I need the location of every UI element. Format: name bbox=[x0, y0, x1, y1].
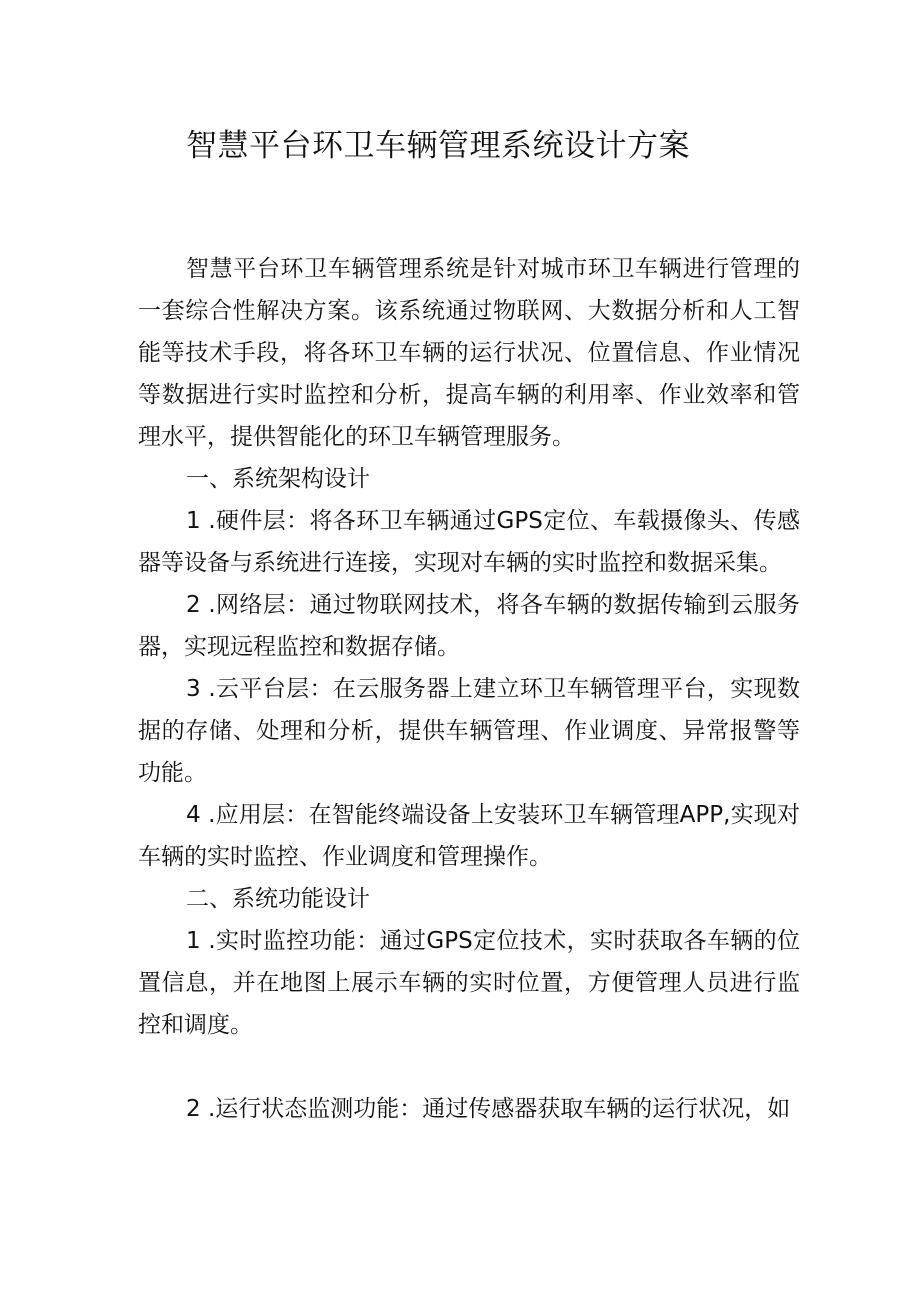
list-item-application-layer: 4 .应用层：在智能终端设备上安装环卫车辆管理APP,实现对车辆的实时监控、作业调度和管理操作。 bbox=[138, 802, 800, 870]
section-heading-functions: 二、系统功能设计 bbox=[186, 886, 370, 912]
list-item-status-monitoring: 2 .运行状态监测功能：通过传感器获取车辆的运行状况，如 bbox=[186, 1096, 791, 1122]
section-heading-architecture: 一、系统架构设计 bbox=[186, 466, 370, 492]
document-title: 智慧平台环卫车辆管理系统设计方案 bbox=[186, 128, 690, 164]
document-body bbox=[138, 248, 800, 1130]
list-item-network-layer: 2 .网络层：通过物联网技术，将各车辆的数据传输到云服务器，实现远程监控和数据存储。 bbox=[138, 592, 800, 660]
intro-paragraph: 智慧平台环卫车辆管理系统是针对城市环卫车辆进行管理的一套综合性解决方案。该系统通过物联网、大数据分析和人工智能等技术手段，将各环卫车辆的运行状况、位置信息、作业情况等数据进行实时监控和分析，提高车辆的利用率、作业效率和管理水平，提供智能化的环卫车辆管理服务。 bbox=[138, 256, 800, 450]
list-item-realtime-monitoring: 1 .实时监控功能：通过GPS定位技术，实时获取各车辆的位置信息，并在地图上展示车辆的实时位置，方便管理人员进行监控和调度。 bbox=[138, 928, 800, 1038]
list-item-hardware-layer: 1 .硬件层：将各环卫车辆通过GPS定位、车载摄像头、传感器等设备与系统进行连接，实现对车辆的实时监控和数据采集。 bbox=[138, 508, 800, 576]
list-item-cloud-platform-layer: 3 .云平台层：在云服务器上建立环卫车辆管理平台，实现数据的存储、处理和分析，提供车辆管理、作业调度、异常报警等功能。 bbox=[138, 676, 800, 786]
